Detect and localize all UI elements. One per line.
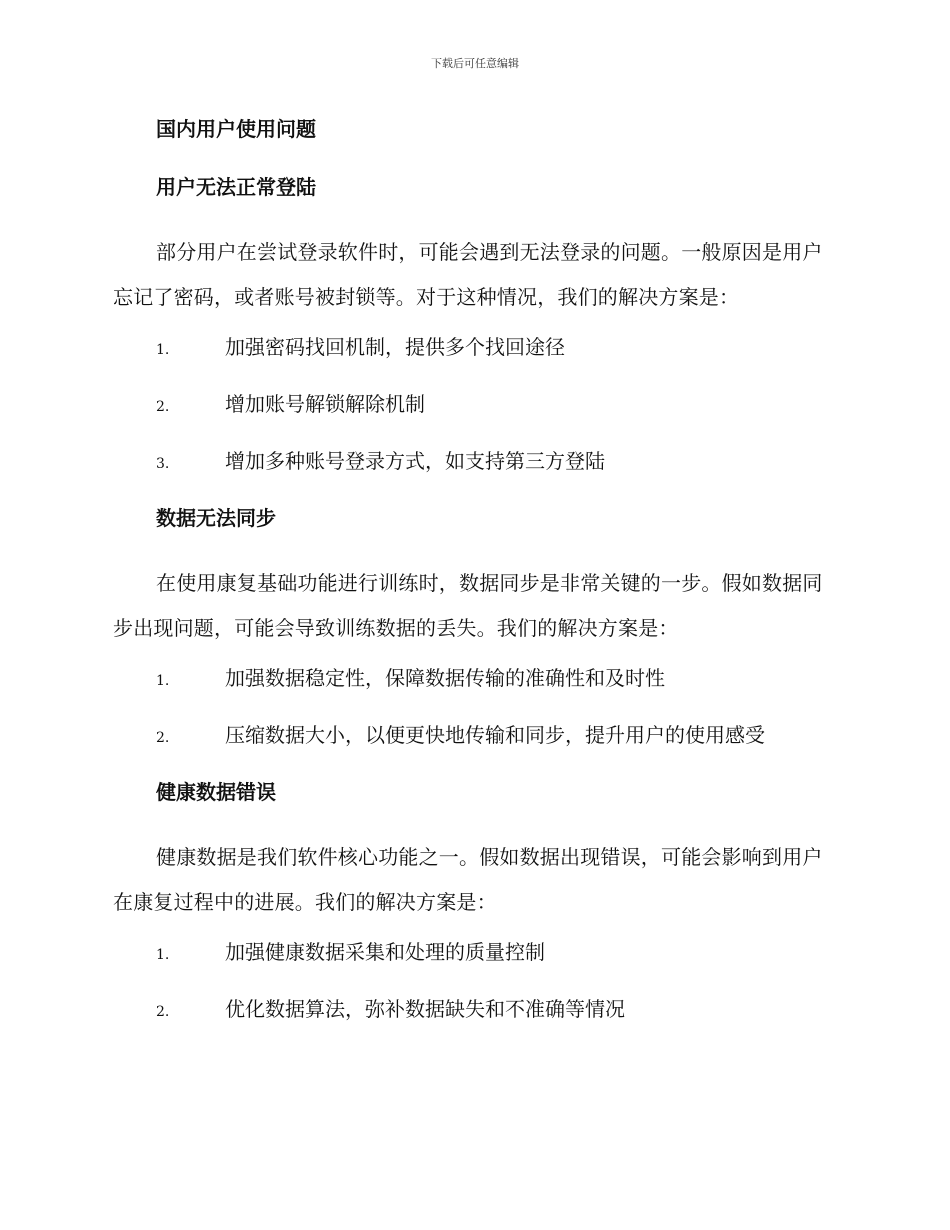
list-item — [113, 937, 833, 994]
list-item-number: 1. — [156, 947, 170, 963]
section-paragraph-health-data: 健康数据是我们软件核心功能之一。假如数据出现错误，可能会影响到用户在康复过程中的进展。我们的解决方案是： — [113, 845, 823, 914]
list-item-number: 1. — [156, 673, 170, 689]
list-item-text: 增加账号解锁解除机制 — [225, 392, 425, 416]
list-item-number: 2. — [156, 1004, 170, 1020]
solution-list-sync — [113, 663, 833, 777]
document-title: 国内用户使用问题 — [156, 117, 316, 141]
section-heading-health-data: 健康数据错误 — [156, 780, 276, 804]
list-item-text: 优化数据算法，弥补数据缺失和不准确等情况 — [225, 997, 625, 1021]
list-item-text: 压缩数据大小，以便更快地传输和同步，提升用户的使用感受 — [225, 723, 765, 747]
list-item — [113, 663, 833, 720]
solution-list-login — [113, 332, 833, 503]
list-item-text: 增加多种账号登录方式，如支持第三方登陆 — [225, 449, 605, 473]
section-paragraph-login: 部分用户在尝试登录软件时，可能会遇到无法登录的问题。一般原因是用户忘记了密码，或者账号被封锁等。对于这种情况，我们的解决方案是： — [113, 240, 823, 309]
list-item-number: 2. — [156, 399, 170, 415]
list-item-text: 加强健康数据采集和处理的质量控制 — [225, 940, 545, 964]
list-item-number: 2. — [156, 730, 170, 746]
document-body — [113, 114, 833, 1051]
section-paragraph-sync: 在使用康复基础功能进行训练时，数据同步是非常关键的一步。假如数据同步出现问题，可能会导致训练数据的丢失。我们的解决方案是： — [113, 571, 823, 640]
list-item — [113, 720, 833, 777]
solution-list-health-data — [113, 937, 833, 1051]
list-item — [113, 994, 833, 1051]
section-heading-login: 用户无法正常登陆 — [156, 175, 316, 199]
list-item — [113, 332, 833, 389]
list-item-number: 3. — [156, 456, 170, 472]
section-heading-sync: 数据无法同步 — [156, 506, 276, 530]
list-item — [113, 389, 833, 446]
list-item — [113, 446, 833, 503]
list-item-text: 加强密码找回机制，提供多个找回途径 — [225, 335, 565, 359]
list-item-text: 加强数据稳定性，保障数据传输的准确性和及时性 — [225, 666, 665, 690]
list-item-number: 1. — [156, 342, 170, 358]
header-note: 下载后可任意编辑 — [431, 57, 519, 70]
